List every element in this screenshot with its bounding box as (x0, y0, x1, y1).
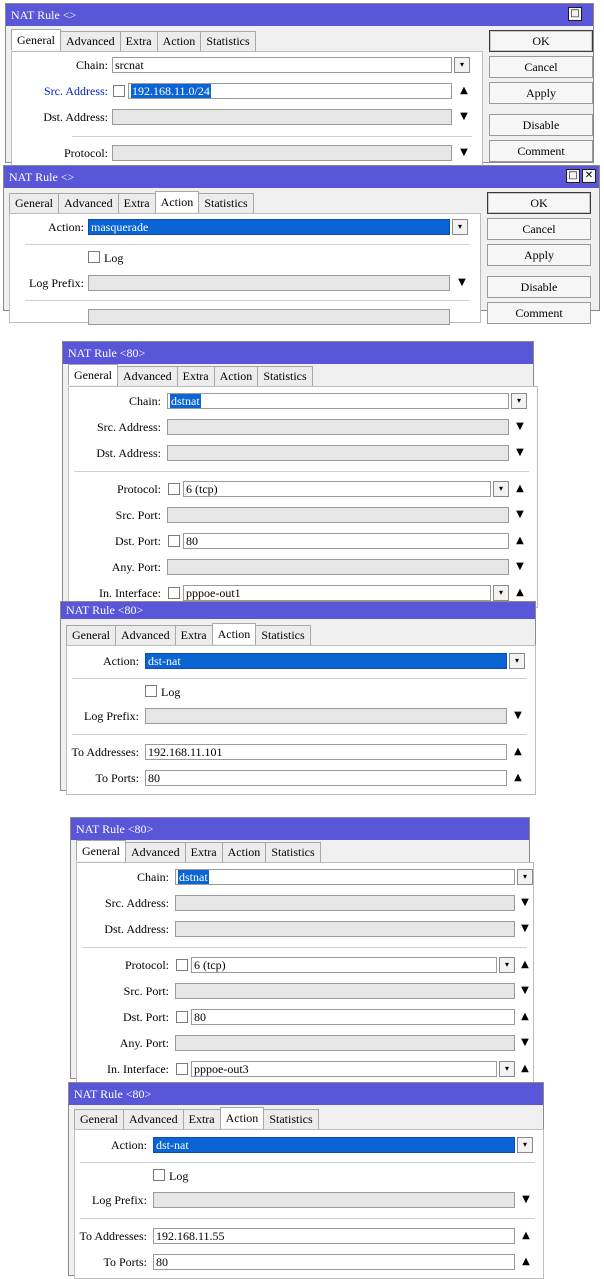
expand-down-icon[interactable]: ▼ (516, 447, 524, 458)
tab-action[interactable]: Action (222, 842, 267, 862)
divider (72, 678, 527, 679)
apply-button[interactable]: Apply (487, 244, 591, 266)
dst-port-negate-checkbox[interactable] (176, 1011, 188, 1023)
dst-address-label: Dst. Address: (43, 110, 108, 124)
tab-bar (68, 366, 312, 386)
to-addresses-field[interactable] (88, 309, 450, 325)
any-port-field[interactable] (175, 1035, 515, 1051)
action-select[interactable] (153, 1137, 515, 1153)
log-prefix-field[interactable] (88, 275, 450, 291)
tab-bar (76, 842, 320, 862)
chain-field[interactable] (175, 869, 515, 885)
tab-advanced[interactable]: Advanced (115, 625, 176, 645)
in-interface-negate-checkbox[interactable] (176, 1063, 188, 1075)
tab-general[interactable]: General (11, 29, 61, 50)
ok-button[interactable]: OK (489, 30, 593, 52)
to-ports-label: To Ports: (95, 771, 139, 785)
title-bar[interactable] (69, 1083, 543, 1105)
tab-statistics[interactable]: Statistics (198, 193, 253, 213)
tab-advanced[interactable]: Advanced (125, 842, 186, 862)
any-port-label: Any. Port: (111, 560, 161, 574)
to-addresses-label: To Addresses: (79, 1229, 147, 1243)
divider (25, 300, 470, 301)
chain-dropdown-icon[interactable]: ▾ (511, 393, 527, 409)
window-title: NAT Rule <80> (76, 822, 154, 836)
dst-address-field[interactable] (167, 445, 509, 461)
window-title: NAT Rule <> (11, 8, 77, 22)
tab-advanced[interactable]: Advanced (123, 1109, 184, 1129)
collapse-up-icon[interactable]: ▲ (522, 1256, 530, 1267)
tab-extra[interactable]: Extra (183, 1109, 221, 1129)
log-prefix-label: Log Prefix: (29, 276, 84, 290)
dst-port-value: 80 (194, 1010, 206, 1024)
log-label: Log (161, 685, 181, 699)
src-address-label: Src. Address: (105, 896, 169, 910)
action-value: dst-nat (156, 1138, 189, 1152)
title-bar[interactable] (4, 166, 599, 188)
collapse-up-icon[interactable]: ▲ (521, 959, 529, 970)
divider (80, 1162, 535, 1163)
log-label: Log (104, 251, 124, 265)
tab-action[interactable]: Action (212, 623, 257, 644)
tab-extra[interactable]: Extra (177, 366, 215, 386)
apply-button[interactable]: Apply (489, 82, 593, 104)
tab-statistics[interactable]: Statistics (257, 366, 312, 386)
tab-statistics[interactable]: Statistics (255, 625, 310, 645)
dst-port-field[interactable] (191, 1009, 515, 1025)
expand-down-icon[interactable]: ▼ (521, 923, 529, 934)
window-title: NAT Rule <80> (74, 1087, 152, 1101)
disable-button[interactable]: Disable (487, 276, 591, 298)
nat-rule-window-3 (62, 341, 534, 603)
src-address-field[interactable] (175, 895, 515, 911)
src-address-field[interactable] (167, 419, 509, 435)
chain-label: Chain: (76, 58, 108, 72)
tab-bar (66, 625, 310, 645)
tab-bar (9, 193, 253, 213)
in-interface-negate-checkbox[interactable] (168, 587, 180, 599)
tab-action[interactable]: Action (214, 366, 259, 386)
to-addresses-field[interactable] (153, 1228, 515, 1244)
tab-general[interactable]: General (9, 193, 59, 213)
collapse-up-icon[interactable]: ▲ (514, 746, 522, 757)
expand-down-icon[interactable]: ▼ (458, 277, 466, 288)
src-address-label: Src. Address: (97, 420, 161, 434)
divider (72, 136, 472, 137)
protocol-dropdown-icon[interactable]: ▾ (493, 481, 509, 497)
expand-down-icon[interactable]: ▼ (516, 561, 524, 572)
in-interface-dropdown-icon[interactable]: ▾ (499, 1061, 515, 1077)
to-ports-field[interactable] (153, 1254, 515, 1270)
comment-button[interactable]: Comment (489, 140, 593, 162)
maximize-icon[interactable]: □ (566, 169, 580, 183)
chain-label: Chain: (137, 870, 169, 884)
collapse-up-icon[interactable]: ▲ (516, 483, 524, 494)
expand-down-icon[interactable]: ▼ (522, 1194, 530, 1205)
src-address-field[interactable] (128, 83, 452, 99)
dst-address-label: Dst. Address: (104, 922, 169, 936)
protocol-negate-checkbox[interactable] (176, 959, 188, 971)
expand-down-icon[interactable]: ▼ (516, 421, 524, 432)
action-tab-content (74, 1129, 544, 1279)
action-tab-content (9, 213, 481, 323)
protocol-label: Protocol: (125, 958, 169, 972)
in-interface-value: pppoe-out1 (186, 586, 241, 600)
src-address-negate-checkbox[interactable] (113, 85, 125, 97)
collapse-up-icon[interactable]: ▲ (521, 1011, 529, 1022)
general-tab-content (76, 862, 534, 1084)
dst-port-negate-checkbox[interactable] (168, 535, 180, 547)
dst-port-value: 80 (186, 534, 198, 548)
src-port-field[interactable] (167, 507, 509, 523)
to-addresses-label: To Addresses: (71, 745, 139, 759)
expand-down-icon[interactable]: ▼ (521, 985, 529, 996)
action-dropdown-icon[interactable]: ▾ (452, 219, 468, 235)
tab-advanced[interactable]: Advanced (58, 193, 119, 213)
chain-value: dstnat (171, 394, 200, 408)
window-title: NAT Rule <80> (66, 603, 144, 617)
chain-value: dstnat (179, 870, 208, 884)
tab-advanced[interactable]: Advanced (60, 31, 121, 51)
src-port-label: Src. Port: (123, 984, 169, 998)
chain-label: Chain: (129, 394, 161, 408)
any-port-label: Any. Port: (119, 1036, 169, 1050)
action-value: dst-nat (148, 654, 181, 668)
expand-down-icon[interactable]: ▼ (460, 111, 468, 122)
comment-button[interactable]: Comment (487, 302, 591, 324)
protocol-field[interactable] (183, 481, 491, 497)
any-port-field[interactable] (167, 559, 509, 575)
expand-down-icon[interactable]: ▼ (514, 710, 522, 721)
general-tab-content (11, 51, 483, 171)
expand-down-icon[interactable]: ▼ (516, 509, 524, 520)
nat-rule-window-4 (60, 601, 536, 791)
src-port-field[interactable] (175, 983, 515, 999)
cancel-button[interactable]: Cancel (487, 218, 591, 240)
tab-statistics[interactable]: Statistics (265, 842, 320, 862)
expand-down-icon[interactable]: ▼ (460, 147, 468, 158)
action-select[interactable] (145, 653, 507, 669)
action-dropdown-icon[interactable]: ▾ (509, 653, 525, 669)
to-ports-field[interactable] (145, 770, 507, 786)
tab-action[interactable]: Action (155, 191, 200, 212)
log-checkbox[interactable] (145, 685, 157, 697)
expand-down-icon[interactable]: ▼ (521, 897, 529, 908)
dst-port-label: Dst. Port: (114, 534, 161, 548)
to-addresses-value: 192.168.11.55 (156, 1229, 225, 1243)
tab-extra[interactable]: Extra (118, 193, 156, 213)
log-prefix-label: Log Prefix: (84, 709, 139, 723)
dst-address-field[interactable] (175, 921, 515, 937)
tab-extra[interactable]: Extra (175, 625, 213, 645)
chain-field[interactable] (112, 57, 452, 73)
collapse-up-icon[interactable]: ▲ (460, 85, 468, 96)
to-addresses-value: 192.168.11.101 (148, 745, 223, 759)
title-bar[interactable] (63, 342, 533, 364)
collapse-up-icon[interactable]: ▲ (516, 587, 524, 598)
divider (72, 734, 527, 735)
close-icon[interactable]: ✕ (582, 169, 596, 183)
maximize-icon[interactable]: □ (568, 7, 582, 21)
chain-dropdown-icon[interactable]: ▾ (517, 869, 533, 885)
action-value: masquerade (91, 220, 149, 234)
tab-general[interactable]: General (66, 625, 116, 645)
tab-advanced[interactable]: Advanced (117, 366, 178, 386)
divider (80, 1218, 535, 1219)
action-dropdown-icon[interactable]: ▾ (517, 1137, 533, 1153)
dst-port-label: Dst. Port: (122, 1010, 169, 1024)
tab-extra[interactable]: Extra (120, 31, 158, 51)
general-tab-content (68, 386, 538, 608)
tab-bar (11, 31, 255, 51)
chain-value: srcnat (115, 58, 144, 72)
to-ports-value: 80 (156, 1255, 168, 1269)
tab-statistics[interactable]: Statistics (263, 1109, 318, 1129)
divider (25, 244, 470, 245)
in-interface-value: pppoe-out3 (194, 1062, 249, 1076)
collapse-up-icon[interactable]: ▲ (521, 1063, 529, 1074)
collapse-up-icon[interactable]: ▲ (522, 1230, 530, 1241)
to-ports-value: 80 (148, 771, 160, 785)
dst-port-field[interactable] (183, 533, 509, 549)
action-label: Action: (48, 220, 84, 234)
log-prefix-field[interactable] (153, 1192, 515, 1208)
action-label: Action: (103, 654, 139, 668)
in-interface-field[interactable] (183, 585, 491, 601)
title-bar[interactable] (71, 818, 529, 840)
collapse-up-icon[interactable]: ▲ (514, 772, 522, 783)
action-select[interactable] (88, 219, 450, 235)
tab-general[interactable]: General (76, 840, 126, 861)
tab-action[interactable]: Action (157, 31, 202, 51)
tab-extra[interactable]: Extra (185, 842, 223, 862)
protocol-negate-checkbox[interactable] (168, 483, 180, 495)
log-checkbox[interactable] (88, 251, 100, 263)
dst-address-label: Dst. Address: (96, 446, 161, 460)
src-port-label: Src. Port: (115, 508, 161, 522)
protocol-dropdown-icon[interactable]: ▾ (499, 957, 515, 973)
log-label: Log (169, 1169, 189, 1183)
action-tab-content (66, 645, 536, 795)
log-checkbox[interactable] (153, 1169, 165, 1181)
to-ports-label: To Ports: (103, 1255, 147, 1269)
log-prefix-field[interactable] (145, 708, 507, 724)
expand-down-icon[interactable]: ▼ (521, 1037, 529, 1048)
window-title: NAT Rule <> (9, 170, 75, 184)
nat-rule-window-5 (70, 817, 530, 1079)
nat-rule-window-6 (68, 1082, 544, 1276)
src-address-value: 192.168.11.0/24 (132, 84, 210, 98)
protocol-field[interactable] (112, 145, 452, 161)
action-label: Action: (111, 1138, 147, 1152)
protocol-value: 6 (tcp) (194, 958, 226, 972)
src-address-label: Src. Address: (44, 84, 108, 98)
protocol-field[interactable] (191, 957, 497, 973)
protocol-label: Protocol: (64, 146, 108, 160)
divider (82, 947, 527, 948)
window-title: NAT Rule <80> (68, 346, 146, 360)
disable-button[interactable]: Disable (489, 114, 593, 136)
tab-bar (74, 1109, 318, 1129)
to-addresses-field[interactable] (145, 744, 507, 760)
collapse-up-icon[interactable]: ▲ (516, 535, 524, 546)
nat-rule-window-2 (3, 165, 600, 320)
tab-general[interactable]: General (68, 364, 118, 385)
dst-address-field[interactable] (112, 109, 452, 125)
protocol-value: 6 (tcp) (186, 482, 218, 496)
log-prefix-label: Log Prefix: (92, 1193, 147, 1207)
title-bar[interactable] (61, 602, 535, 619)
in-interface-field[interactable] (191, 1061, 497, 1077)
nat-rule-window-1 (5, 3, 594, 163)
tab-general[interactable]: General (74, 1109, 124, 1129)
tab-action[interactable]: Action (220, 1107, 265, 1128)
tab-statistics[interactable]: Statistics (200, 31, 255, 51)
ok-button[interactable]: OK (487, 192, 591, 214)
protocol-label: Protocol: (117, 482, 161, 496)
chain-field[interactable] (167, 393, 509, 409)
cancel-button[interactable]: Cancel (489, 56, 593, 78)
in-interface-dropdown-icon[interactable]: ▾ (493, 585, 509, 601)
chain-dropdown-icon[interactable]: ▾ (454, 57, 470, 73)
in-interface-label: In. Interface: (107, 1062, 169, 1076)
title-bar[interactable] (6, 4, 593, 26)
in-interface-label: In. Interface: (99, 586, 161, 600)
divider (74, 471, 529, 472)
